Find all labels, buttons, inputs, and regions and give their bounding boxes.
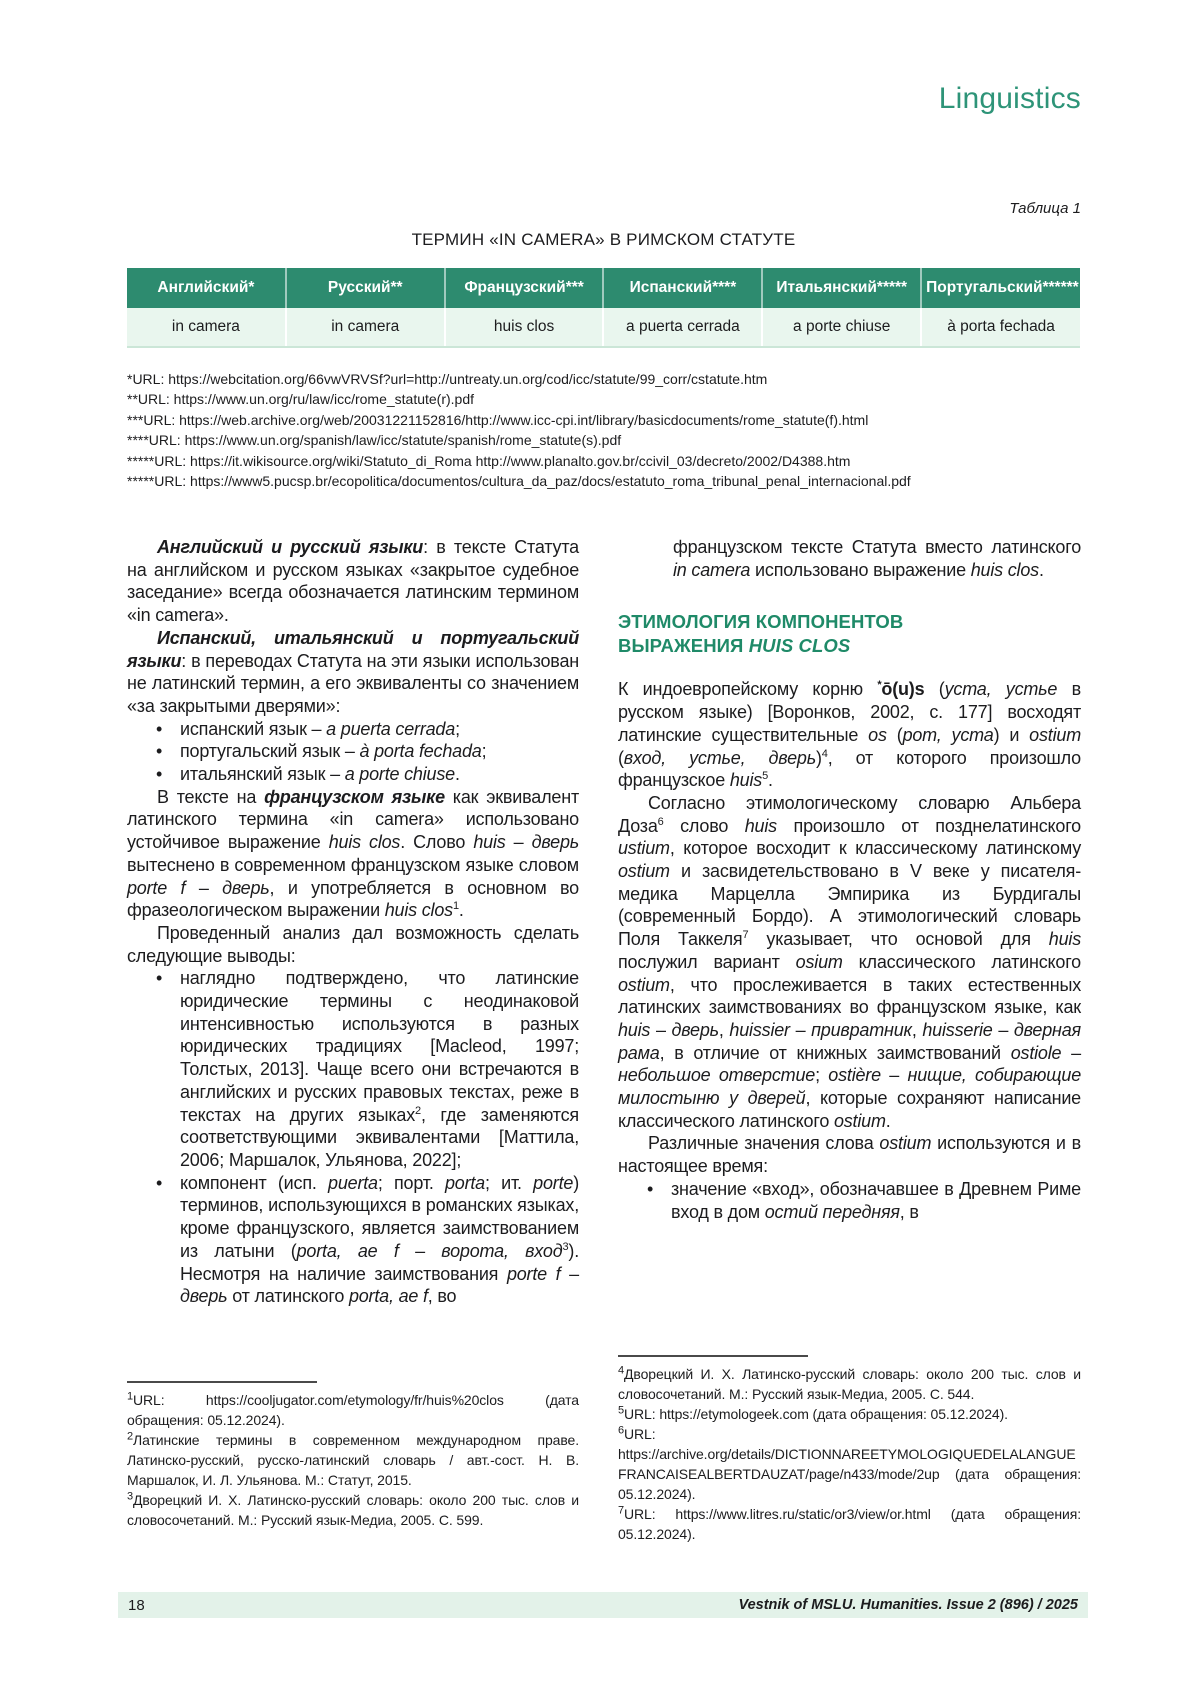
paragraph-ostium-meanings: Различные значения слова ostium используются и в настоящее время:: [618, 1133, 1082, 1177]
table-cell-english: in camera: [127, 308, 286, 347]
column-header-italian: Итальянский*****: [762, 268, 921, 308]
bullet-item-ostium-entrance: • значение «вход», обозначавшее в Древнем Риме вход в дом остий передняя, в: [618, 1178, 1081, 1223]
footnote-5: $^5$URL: https://etymologeek.com (дата обращения: 05.12.2024).: [618, 1404, 1008, 1422]
table-caption: Таблица 1: [1009, 200, 1081, 217]
bullet-item-italian: • итальянский язык – a porte chiuse.: [127, 763, 579, 786]
table-note-1: *URL: https://webcitation.org/66vwVRVSf?url=http://untreaty.un.org/cod/icc/statute/99_corr/cstatute.htm: [127, 371, 768, 387]
section-heading-etymology: ЭТИМОЛОГИЯ КОМПОНЕНТОВ ВЫРАЖЕНИЯ HUIS CLOS: [618, 611, 904, 656]
footnote-6: $^6$URL: https://archive.org/details/DICTIONNAREETYMOLOGIQUEDELALANGUEFRANCAISEALBERTDAUZAT/page/n433/mode/2up (дата обращения: 05.12.2024).: [618, 1424, 1081, 1502]
table-note-3: ***URL: https://web.archive.org/web/20031221152816/http://www.icc-cpi.int/library/basicdocuments/rome_statute(f).html: [127, 411, 869, 428]
translations-table: [127, 268, 1080, 348]
column-header-french: Французский***: [445, 268, 604, 308]
footnote-separator: [127, 1381, 317, 1383]
paragraph-continuation: французском тексте Статута вместо латинского in camera использовано выражение huis clos.: [673, 537, 1081, 580]
column-header-spanish: Испанский****: [603, 268, 762, 308]
paragraph-english-russian: Английский и русский языки: в тексте Статута на английском и русском языках «закрытое судебное заседание» всегда обозначается латинским термином «in camera».: [127, 537, 579, 626]
paragraph-conclusions-intro: Проведенный анализ дал возможность сделать следующие выводы:: [127, 922, 579, 966]
table-cell-russian: in camera: [286, 308, 445, 347]
paragraph-spanish-italian-portuguese: Испанский, итальянский и португальский языки: в переводах Статута на эти языки использован не латинский термин, а его эквиваленты со значением «за закрытыми дверями»:: [127, 627, 579, 716]
body-right-column: [618, 536, 1081, 1223]
table-cell-italian: a porte chiuse: [762, 308, 921, 347]
journal-title: Vestnik of MSLU. Humanities. Issue 2 (896) / 2025: [738, 1597, 1078, 1613]
table-note-6: *****URL: https://www5.pucsp.br/ecopolitica/documentos/cultura_da_paz/docs/estatuto_roma_tribunal_penal_internacional.pdf: [127, 473, 911, 490]
table-cell-french: huis clos: [445, 308, 604, 347]
footnote-1: $^1$URL: https://cooljugator.com/etymology/fr/huis%20clos (дата обращения: 05.12.2024).: [127, 1390, 579, 1428]
table-title: ТЕРМИН «IN CAMERA» В РИМСКОМ СТАТУТЕ: [411, 230, 796, 249]
section-label: Linguistics: [938, 82, 1081, 115]
footnote-separator: [618, 1355, 808, 1357]
column-header-portuguese: Португальский******: [921, 268, 1080, 308]
column-header-russian: Русский**: [286, 268, 445, 308]
table-note-2: **URL: https://www.un.org/ru/law/icc/rome_statute(r).pdf: [127, 391, 475, 408]
table-row: [127, 308, 1080, 347]
table-note-4: ****URL: https://www.un.org/spanish/law/icc/statute/spanish/rome_statute(s).pdf: [127, 432, 622, 449]
table-header-row: [127, 268, 1080, 308]
paragraph-etymology-root: К индоевропейскому корню *ō(u)s (уста, устье в русском языке) [Воронков, 2002, с. 177] восходят латинские существительные os (рот, уста) и ostium (вход, устье, дверь)$^4$, от которого произошло французское huis$^5$.: [618, 679, 1081, 791]
footnotes-left: [127, 1381, 579, 1530]
page-number: 18: [128, 1596, 145, 1614]
footnote-4: $^4$Дворецкий И. Х. Латинско-русский словарь: около 200 тыс. слов и словосочетаний. М.: Русский язык-Медиа, 2005. С. 544.: [618, 1364, 1081, 1402]
bullet-item-conclusion-2: • компонент (исп. puerta; порт. porta; ит. porte) терминов, использующихся в романских языках, кроме французского, является заимствованием из латыни (porta, ae f – ворота, вход$^3$). Несмотря на наличие заимствования porte f – дверь от латинского porta, ae f, во: [127, 1172, 579, 1308]
body-left-column: [127, 536, 579, 1308]
footnote-2: $^2$Латинские термины в современном международном праве. Латинско-русский, русско-латинский словарь / авт.-сост. Н. В. Маршалок, И. Л. Ульянова. М.: Статут, 2015.: [127, 1430, 579, 1488]
footnotes-right: [618, 1355, 1081, 1544]
footnote-3: $^3$Дворецкий И. Х. Латинско-русский словарь: около 200 тыс. слов и словосочетаний. М.: Русский язык-Медиа, 2005. С. 599.: [127, 1490, 579, 1528]
paragraph-french: В тексте на французском языке как эквивалент латинского термина «in camera» использовано устойчивое выражение huis clos. Слово huis – дверь вытеснено в современном французском языке словом porte f – дверь, и употребляется в основном во фразеологическом выражении huis clos$^1$.: [127, 786, 580, 921]
column-header-english: Английский*: [127, 268, 286, 308]
bullet-item-portuguese: • португальский язык – à porta fechada;: [127, 740, 579, 763]
table-note-5: *****URL: https://it.wikisource.org/wiki/Statuto_di_Roma http://www.planalto.gov.br/ccivil_03/decreto/2002/D4388.htm: [127, 452, 851, 469]
table-notes: [127, 369, 1080, 491]
bullet-item-spanish: • испанский язык – a puerta cerrada;: [127, 718, 579, 741]
footer-bar: [118, 1592, 1088, 1618]
footnote-7: $^7$URL: https://www.litres.ru/static/or3/view/or.html (дата обращения: 05.12.2024).: [618, 1504, 1081, 1542]
table-cell-portuguese: à porta fechada: [921, 308, 1080, 347]
paragraph-dauzat-dictionary: Согласно этимологическому словарю Альбера Доза$^6$ слово huis произошло от позднелатинского ustium, которое восходит к классическому латинскому ostium и засвидетельствовано в V веке у писателя-медика Марцелла Эмпирика из Бурдигалы (современный Бордо). А этимологический словарь Поля Таккеля$^7$ указывает, что основой для huis послужил вариант osium классического латинского ostium, что прослеживается в таких естественных латинских заимствованиях во французском языке, как huis – дверь, huissier – привратник, huisserie – дверная рама, в отличие от книжных заимствований ostiole – небольшое отверстие; ostière – нищие, собирающие милостыню у дверей, которые сохраняют написание классического латинского ostium.: [618, 792, 1082, 1131]
bullet-item-conclusion-1: • наглядно подтверждено, что латинские юридические термины с неодинаковой интенсивностью используются в разных юридических традициях [Macleod, 1997; Толстых, 2013]. Чаще всего они встречаются в английских и русских правовых текстах, реже в текстах на других языках$^2$, где заменяются соответствующими эквивалентами [Маттила, 2006; Маршалок, Ульянова, 2022];: [127, 967, 579, 1171]
table-cell-spanish: a puerta cerrada: [603, 308, 762, 347]
